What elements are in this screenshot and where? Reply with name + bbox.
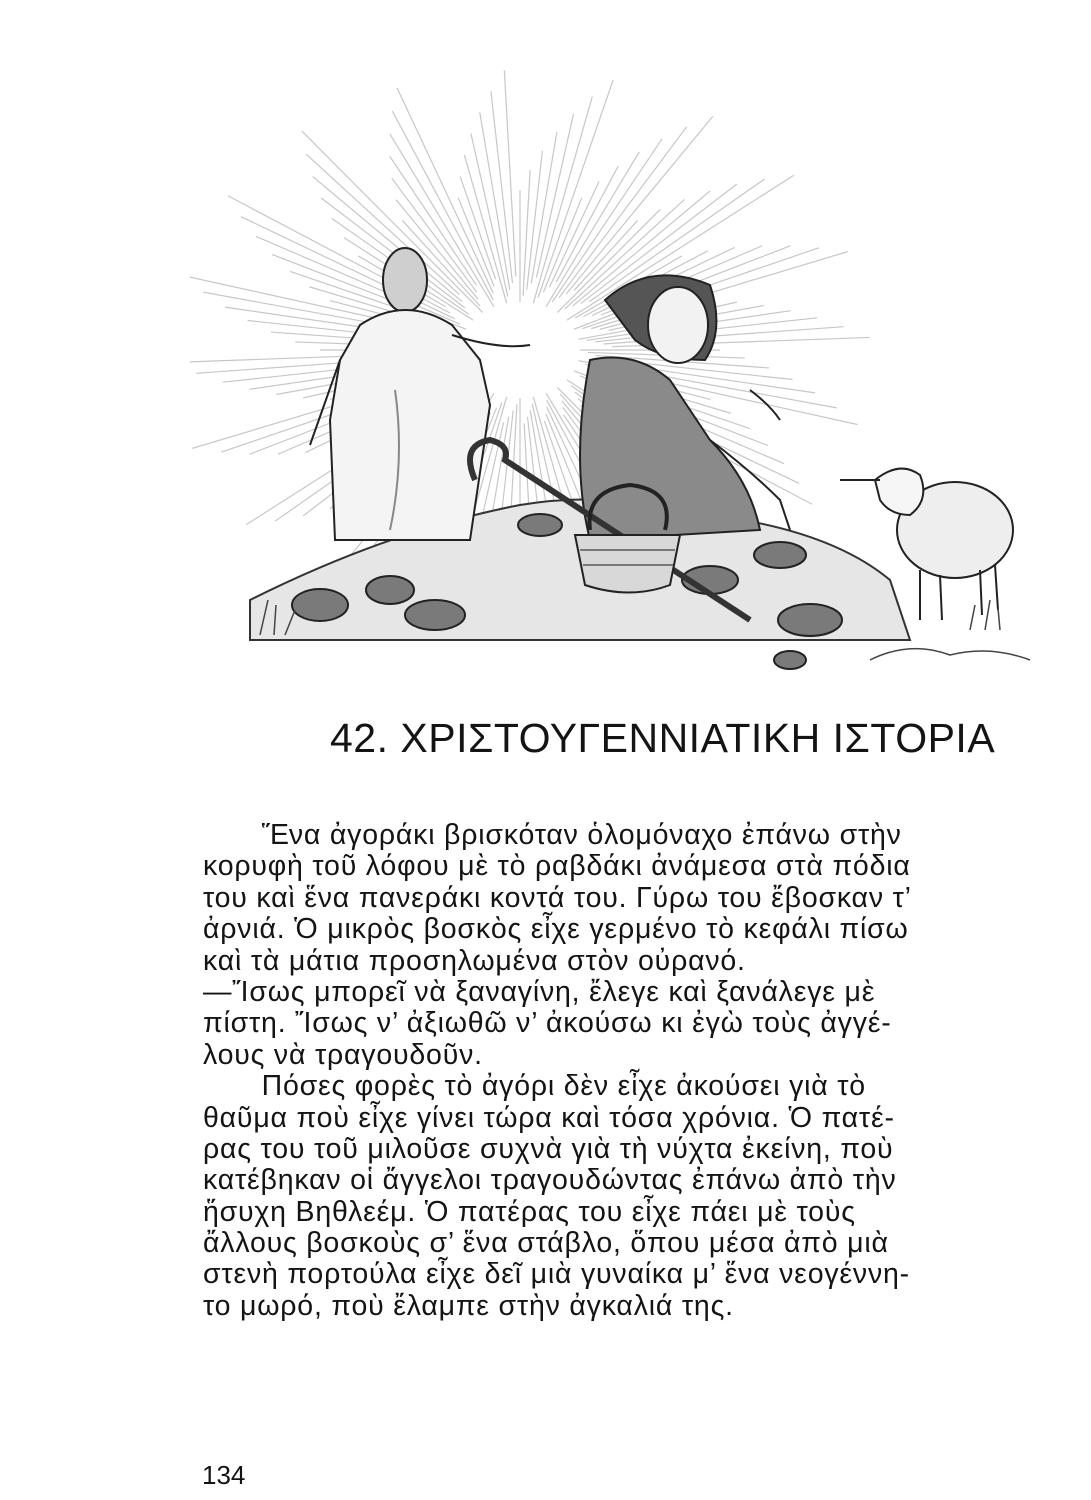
text-line: ἀρνιά. Ὁ μικρὸς βοσκὸς εἶχε γερμένο τὸ κεφάλι πίσω bbox=[203, 913, 909, 946]
text-line: ρας του τοῦ μιλοῦσε συχνὰ γιὰ τὴ νύχτα ἐκείνη, ποὺ bbox=[203, 1132, 894, 1165]
page-number: 134 bbox=[202, 1460, 246, 1490]
text-line: το μωρό, ποὺ ἔλαμπε στὴν ἀγκαλιά της. bbox=[203, 1289, 734, 1322]
chapter-title: 42. ΧΡΙΣΤΟΥΓΕΝΝΙΑΤΙΚΗ ΙΣΤΟΡΙΑ bbox=[330, 715, 996, 761]
text-line: κατέβηκαν οἱ ἄγγελοι τραγουδώντας ἐπάνω ἀπὸ τὴν bbox=[203, 1164, 897, 1197]
standing-figure bbox=[310, 248, 530, 540]
text-line: ἄλλους βοσκοὺς σ’ ἕνα στάβλο, ὅπου μέσα ἀπὸ μιὰ bbox=[203, 1227, 889, 1260]
text-line: θαῦμα ποὺ εἶχε γίνει τώρα καὶ τόσα χρόνια. Ὁ πατέ- bbox=[203, 1101, 895, 1134]
text-line: Πόσες φορὲς τὸ ἀγόρι δὲν εἶχε ἀκούσει γιὰ τὸ bbox=[203, 1070, 866, 1103]
text-line: καὶ τὰ μάτια προσηλωμένα στὸν οὐρανό. bbox=[203, 944, 746, 977]
text-line: πίστη. Ἴσως ν’ ἀξιωθῶ ν’ ἀκούσω κι ἐγὼ τοὺς ἀγγέ- bbox=[203, 1007, 892, 1040]
text-line: του καὶ ἕνα πανεράκι κοντά του. Γύρω του ἔβοσκαν τ’ bbox=[203, 881, 912, 914]
text-line: κορυφὴ τοῦ λόφου μὲ τὸ ραβδάκι ἀνάμεσα στὰ πόδια bbox=[203, 850, 911, 883]
shepherd-illustration bbox=[190, 60, 1050, 690]
text-line: στενὴ πορτούλα εἶχε δεῖ μιὰ γυναίκα μ’ ἕνα νεογέννη- bbox=[203, 1258, 910, 1291]
text-line: —Ἴσως μπορεῖ νὰ ξαναγίνη, ἔλεγε καὶ ξανάλεγε μὲ bbox=[203, 975, 876, 1008]
text-line: Ἕνα ἀγοράκι βρισκόταν ὁλομόναχο ἐπάνω στὴν bbox=[203, 819, 902, 851]
text-line: ἥσυχη Βηθλεέμ. Ὁ πατέρας του εἶχε πάει μὲ τοὺς bbox=[203, 1195, 856, 1228]
story-text bbox=[203, 820, 1063, 1322]
text-line: λους νὰ τραγουδοῦν. bbox=[203, 1038, 483, 1071]
